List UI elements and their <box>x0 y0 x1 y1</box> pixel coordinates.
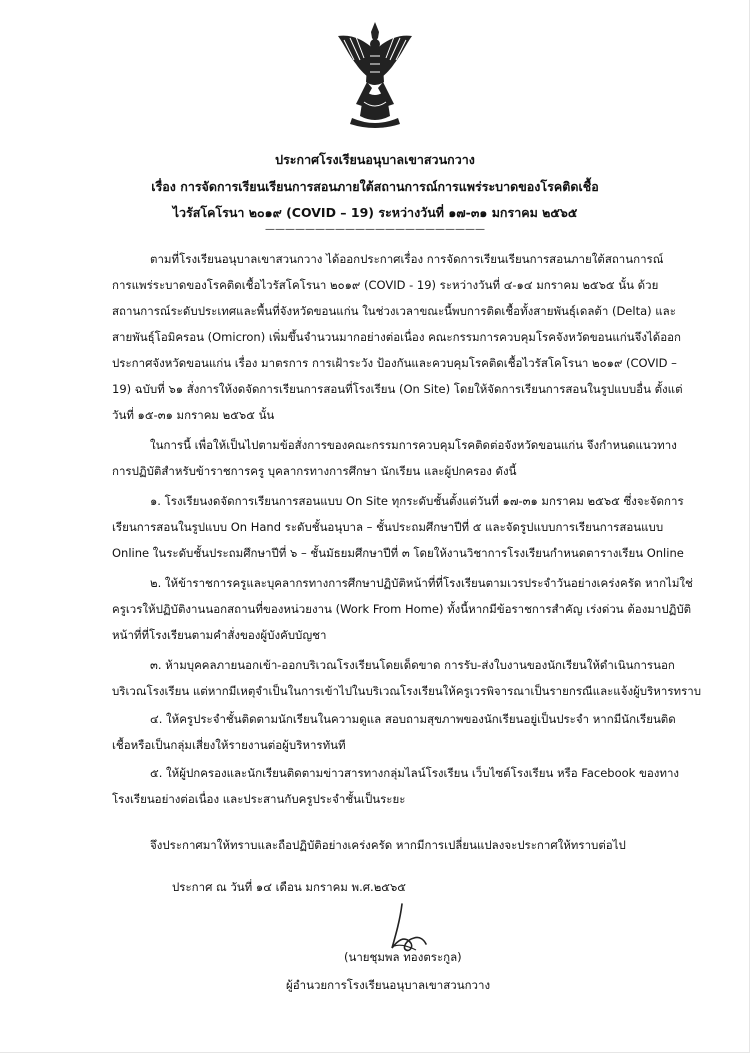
announcement-subject: เรื่อง การจัดการเรียนเรียนการสอนภายใต้สถานการณ์การแพร่ระบาดของโรคติดเชื้อ <box>151 179 599 194</box>
item1-line-2: เรียนการสอนในรูปแบบ On Hand ระดับชั้นอนุบาล – ชั้นประถมศึกษาปีที่ ๕ และจัดรูปแบบการเรียนการสอนแบบ <box>112 520 664 534</box>
intro-line-1: ตามที่โรงเรียนอนุบาลเขาสวนกวาง ได้ออกประกาศเรื่อง การจัดการเรียนเรียนการสอนภายใต้สถานการณ์ <box>150 252 664 266</box>
para2-line-1: ในการนี้ เพื่อให้เป็นไปตามข้อสั่งการของคณะกรรมการควบคุมโรคติดต่อจังหวัดขอนแก่น จึงกำหนดแนวทาง <box>150 438 677 452</box>
item5-line-1: ๕. ให้ผู้ปกครองและนักเรียนติดตามข่าวสารทางกลุ่มไลน์โรงเรียน เว็บไซต์โรงเรียน หรือ Facebook ของทาง <box>150 766 680 780</box>
item2-line-3: หน้าที่ที่โรงเรียนตามคำสั่งของผู้บังคับบัญชา <box>112 628 327 642</box>
closing-statement: จึงประกาศมาให้ทราบและถือปฏิบัติอย่างเคร่งครัด หากมีการเปลี่ยนแปลงจะประกาศให้ทราบต่อไป <box>150 838 626 852</box>
item2-line-2: ครูเวรให้ปฏิบัติงานนอกสถานที่ของหน่วยงาน (Work From Home) ทั้งนี้หากมีข้อราชการสำคัญ เร่งด่วน ต้องมาปฏิบัติ <box>112 602 692 616</box>
intro-line-5: ประกาศจังหวัดขอนแก่น เรื่อง มาตรการ การเฝ้าระวัง ป้องกันและควบคุมโรคติดเชื้อไวรัสโคโรนา ๒๐๑๙ (COVID – <box>112 356 677 370</box>
item4-line-1: ๔. ให้ครูประจำชั้นติดตามนักเรียนในความดูแล สอบถามสุขภาพของนักเรียนอยู่เป็นประจำ หากมีนักเรียนติด <box>150 712 676 726</box>
garuda-emblem-icon <box>334 20 416 130</box>
item3-line-1: ๓. ห้ามบุคคลภายนอกเข้า-ออกบริเวณโรงเรียนโดยเด็ดขาด การรับ-ส่งใบงานของนักเรียนให้ดำเนินการนอก <box>150 658 675 672</box>
intro-line-3: สถานการณ์ระดับประเทศและพื้นที่จังหวัดขอนแก่น ในช่วงเวลาขณะนี้พบการติดเชื้อทั้งสายพันธุ์เดลต้า (Delta) และ <box>112 304 676 318</box>
item1-line-1: ๑. โรงเรียนงดจัดการเรียนการสอนแบบ On Site ทุกระดับชั้นตั้งแต่วันที่ ๑๗-๓๑ มกราคม ๒๕๖๕ ซึ่งจะจัดการ <box>150 494 684 508</box>
item4-line-2: เชื้อหรือเป็นกลุ่มเสี่ยงให้รายงานต่อผู้บริหารทันที <box>112 738 346 752</box>
intro-line-2: การแพร่ระบาดของโรคติดเชื้อไวรัสโคโรนา ๒๐๑๙ (COVID - 19) ระหว่างวันที่ ๔-๑๔ มกราคม ๒๕๖๕ นั้น ด้วย <box>112 278 659 292</box>
announcement-title: ประกาศโรงเรียนอนุบาลเขาสวนกวาง <box>275 152 475 167</box>
intro-line-7: วันที่ ๑๕-๓๑ มกราคม ๒๕๖๕ นั้น <box>112 408 275 422</box>
signer-position: ผู้อำนวยการโรงเรียนอนุบาลเขาสวนกวาง <box>286 978 491 992</box>
announcement-subject-line2: ไวรัสโคโรนา ๒๐๑๙ (COVID – 19) ระหว่างวันที่ ๑๗-๓๑ มกราคม ๒๕๖๕ <box>172 205 578 220</box>
intro-line-6: 19) ฉบับที่ ๖๑ สั่งการให้งดจัดการเรียนการสอนที่โรงเรียน (On Site) โดยให้จัดการเรียนการสอนในรูปแบบอื่น ตั้งแต่ <box>112 382 683 396</box>
item1-line-3: Online ในระดับชั้นประถมศึกษาปีที่ ๖ – ชั้นมัธยมศึกษาปีที่ ๓ โดยให้งานวิชาการโรงเรียนกำหนดตารางเรียน Online <box>112 546 684 560</box>
intro-line-4: สายพันธุ์โอมิครอน (Omicron) เพิ่มขึ้นจำนวนมากอย่างต่อเนื่อง คณะกรรมการควบคุมโรคจังหวัดขอนแก่นจึงได้ออก <box>112 330 681 344</box>
item3-line-2: บริเวณโรงเรียน แต่หากมีเหตุจำเป็นในการเข้าไปในบริเวณโรงเรียนให้ครูเวรพิจารณาเป็นรายกรณีและแจ้งผู้บริหารทราบ <box>112 684 702 698</box>
header-divider: —————————————————————— <box>265 224 485 235</box>
item5-line-2: โรงเรียนอย่างต่อเนื่อง และประสานกับครูประจำชั้นเป็นระยะ <box>112 792 406 806</box>
signer-name: (นายชุมพล ทองตระกูล) <box>344 950 462 964</box>
para2-line-2: การปฏิบัติสำหรับข้าราชการครู บุคลากรทางการศึกษา นักเรียน และผู้ปกครอง ดังนี้ <box>112 464 517 478</box>
announcement-date: ประกาศ ณ วันที่ ๑๔ เดือน มกราคม พ.ศ.๒๕๖๕ <box>172 880 406 894</box>
item2-line-1: ๒. ให้ข้าราชการครูและบุคลากรทางการศึกษาปฏิบัติหน้าที่ที่โรงเรียนตามเวรประจำวันอย่างเคร่งครัด หากไม่ใช่ <box>150 576 693 590</box>
